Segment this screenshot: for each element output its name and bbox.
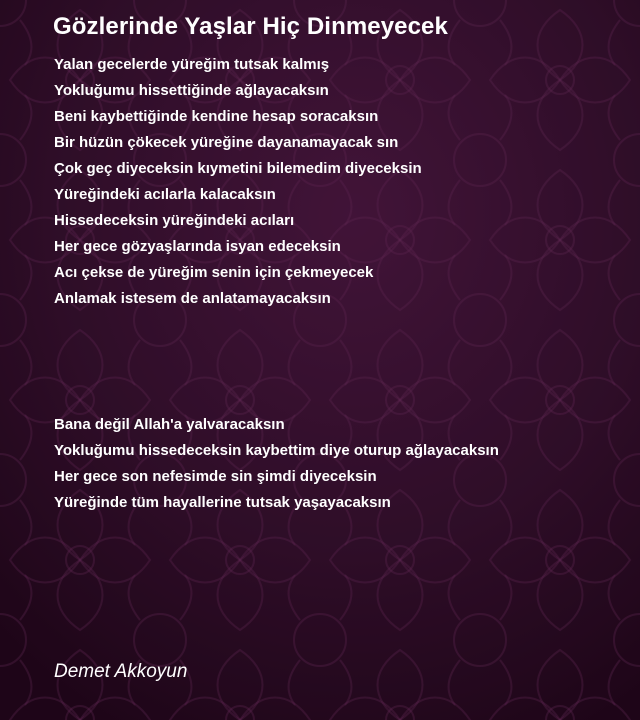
poem-stanza-2 — [54, 412, 499, 516]
poem-line: Çok geç diyeceksin kıymetini bilemedim diyeceksin — [54, 160, 422, 177]
poem-stanza-1 — [54, 52, 422, 312]
poem-author: Demet Akkoyun — [54, 661, 188, 682]
poem-line: Acı çekse de yüreğim senin için çekmeyecek — [54, 264, 374, 281]
poem-line: Yokluğumu hissettiğinde ağlayacaksın — [54, 82, 329, 99]
poem-line: Yüreğindeki acılarla kalacaksın — [54, 186, 276, 203]
poem-line: Hissedeceksin yüreğindeki acıları — [54, 212, 295, 229]
poem-line: Yokluğumu hissedeceksin kaybettim diye oturup ağlayacaksın — [54, 442, 499, 459]
poem-line: Beni kaybettiğinde kendine hesap soracaksın — [54, 108, 379, 125]
poem-title: Gözlerinde Yaşlar Hiç Dinmeyecek — [53, 13, 448, 40]
poem-line: Anlamak istesem de anlatamayacaksın — [54, 290, 331, 307]
poem-line: Bir hüzün çökecek yüreğine dayanamayacak sın — [54, 134, 399, 151]
poem-line: Her gece son nefesimde sin şimdi diyeceksin — [54, 468, 377, 485]
poem-line: Yalan gecelerde yüreğim tutsak kalmış — [54, 56, 330, 73]
poem-line: Her gece gözyaşlarında isyan edeceksin — [54, 238, 341, 255]
poem-line: Bana değil Allah'a yalvaracaksın — [54, 416, 285, 433]
poem-line: Yüreğinde tüm hayallerine tutsak yaşayacaksın — [54, 494, 391, 511]
